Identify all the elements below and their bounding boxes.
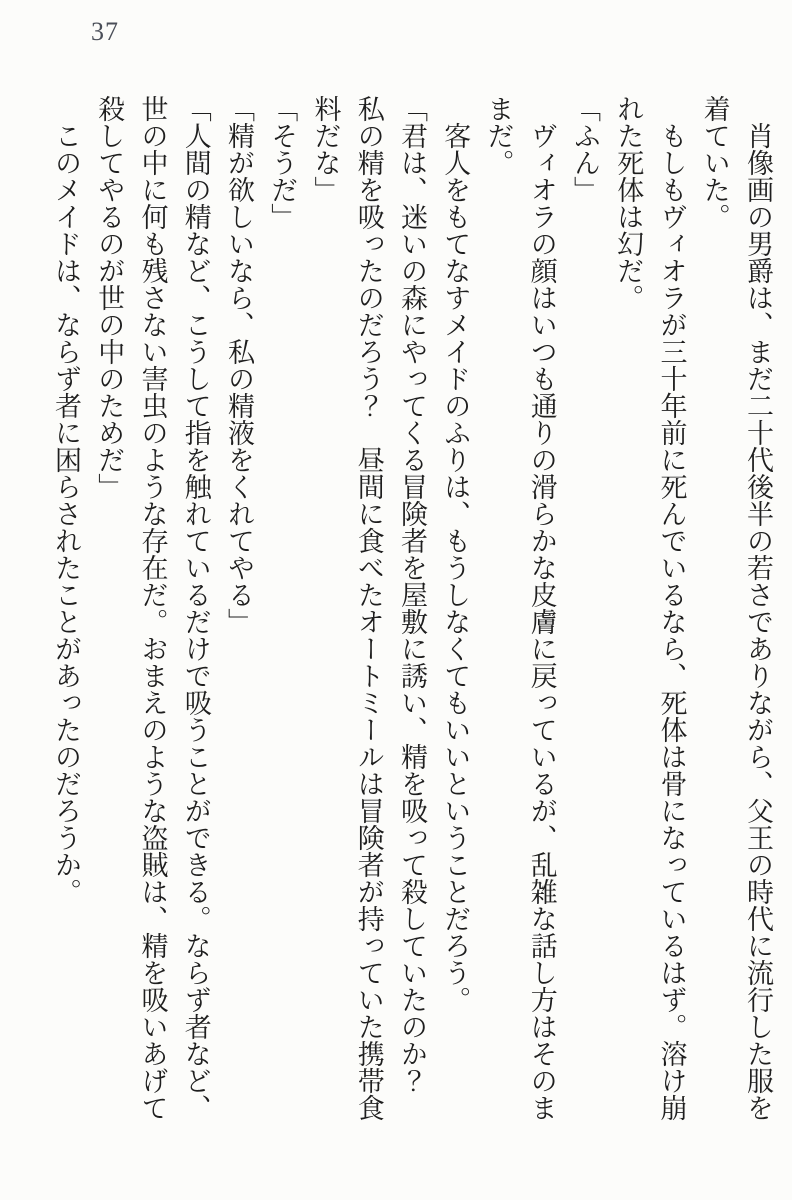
- text-line: 客人をもてなすメイドのふりは、もうしなくてもいいということだろう。: [440, 95, 471, 1013]
- text-line: もしもヴィオラが三十年前に死んでいるなら、死体は骨になっているはず。溶け崩: [656, 95, 687, 1121]
- text-line: 世の中に何も残さない害虫のような存在だ。おまえのような盗賊は、精を吸いあげて: [137, 95, 168, 1121]
- text-line: 着ていた。: [699, 95, 730, 230]
- text-line: 「ふん」: [570, 95, 600, 203]
- text-line: 「君は、迷いの森にやってくる冒険者を屋敷に誘い、精を吸って殺していたのか？: [397, 95, 427, 1094]
- text-line: まだ。: [483, 95, 514, 176]
- text-line: 料だな」: [310, 95, 341, 203]
- text-line: 「そうだ」: [267, 95, 298, 230]
- text-line: このメイドは、ならず者に困らされたことがあったのだろうか。: [51, 95, 81, 905]
- text-line: 肖像画の男爵は、まだ二十代後半の若さでありながら、父王の時代に流行した服を: [743, 95, 773, 1121]
- text-line: 「精が欲しいなら、私の精液をくれてやる」: [224, 95, 254, 635]
- text-block: [44, 95, 779, 1135]
- text-line: 私の精を吸ったのだろう？ 昼間に食べたオートミールは冒険者が持っていた携帯食: [353, 95, 384, 1121]
- text-line: れた死体は幻だ。: [613, 95, 644, 311]
- text-line: ヴィオラの顔はいつも通りの滑らかな皮膚に戻っているが、乱雑な話し方はそのま: [526, 95, 557, 1121]
- text-line: 「人間の精など、こうして指を触れているだけで吸うことができる。ならず者など、: [180, 95, 211, 1121]
- text-line: 殺してやるのが世の中のためだ」: [94, 95, 125, 500]
- page-number: 37: [91, 17, 119, 46]
